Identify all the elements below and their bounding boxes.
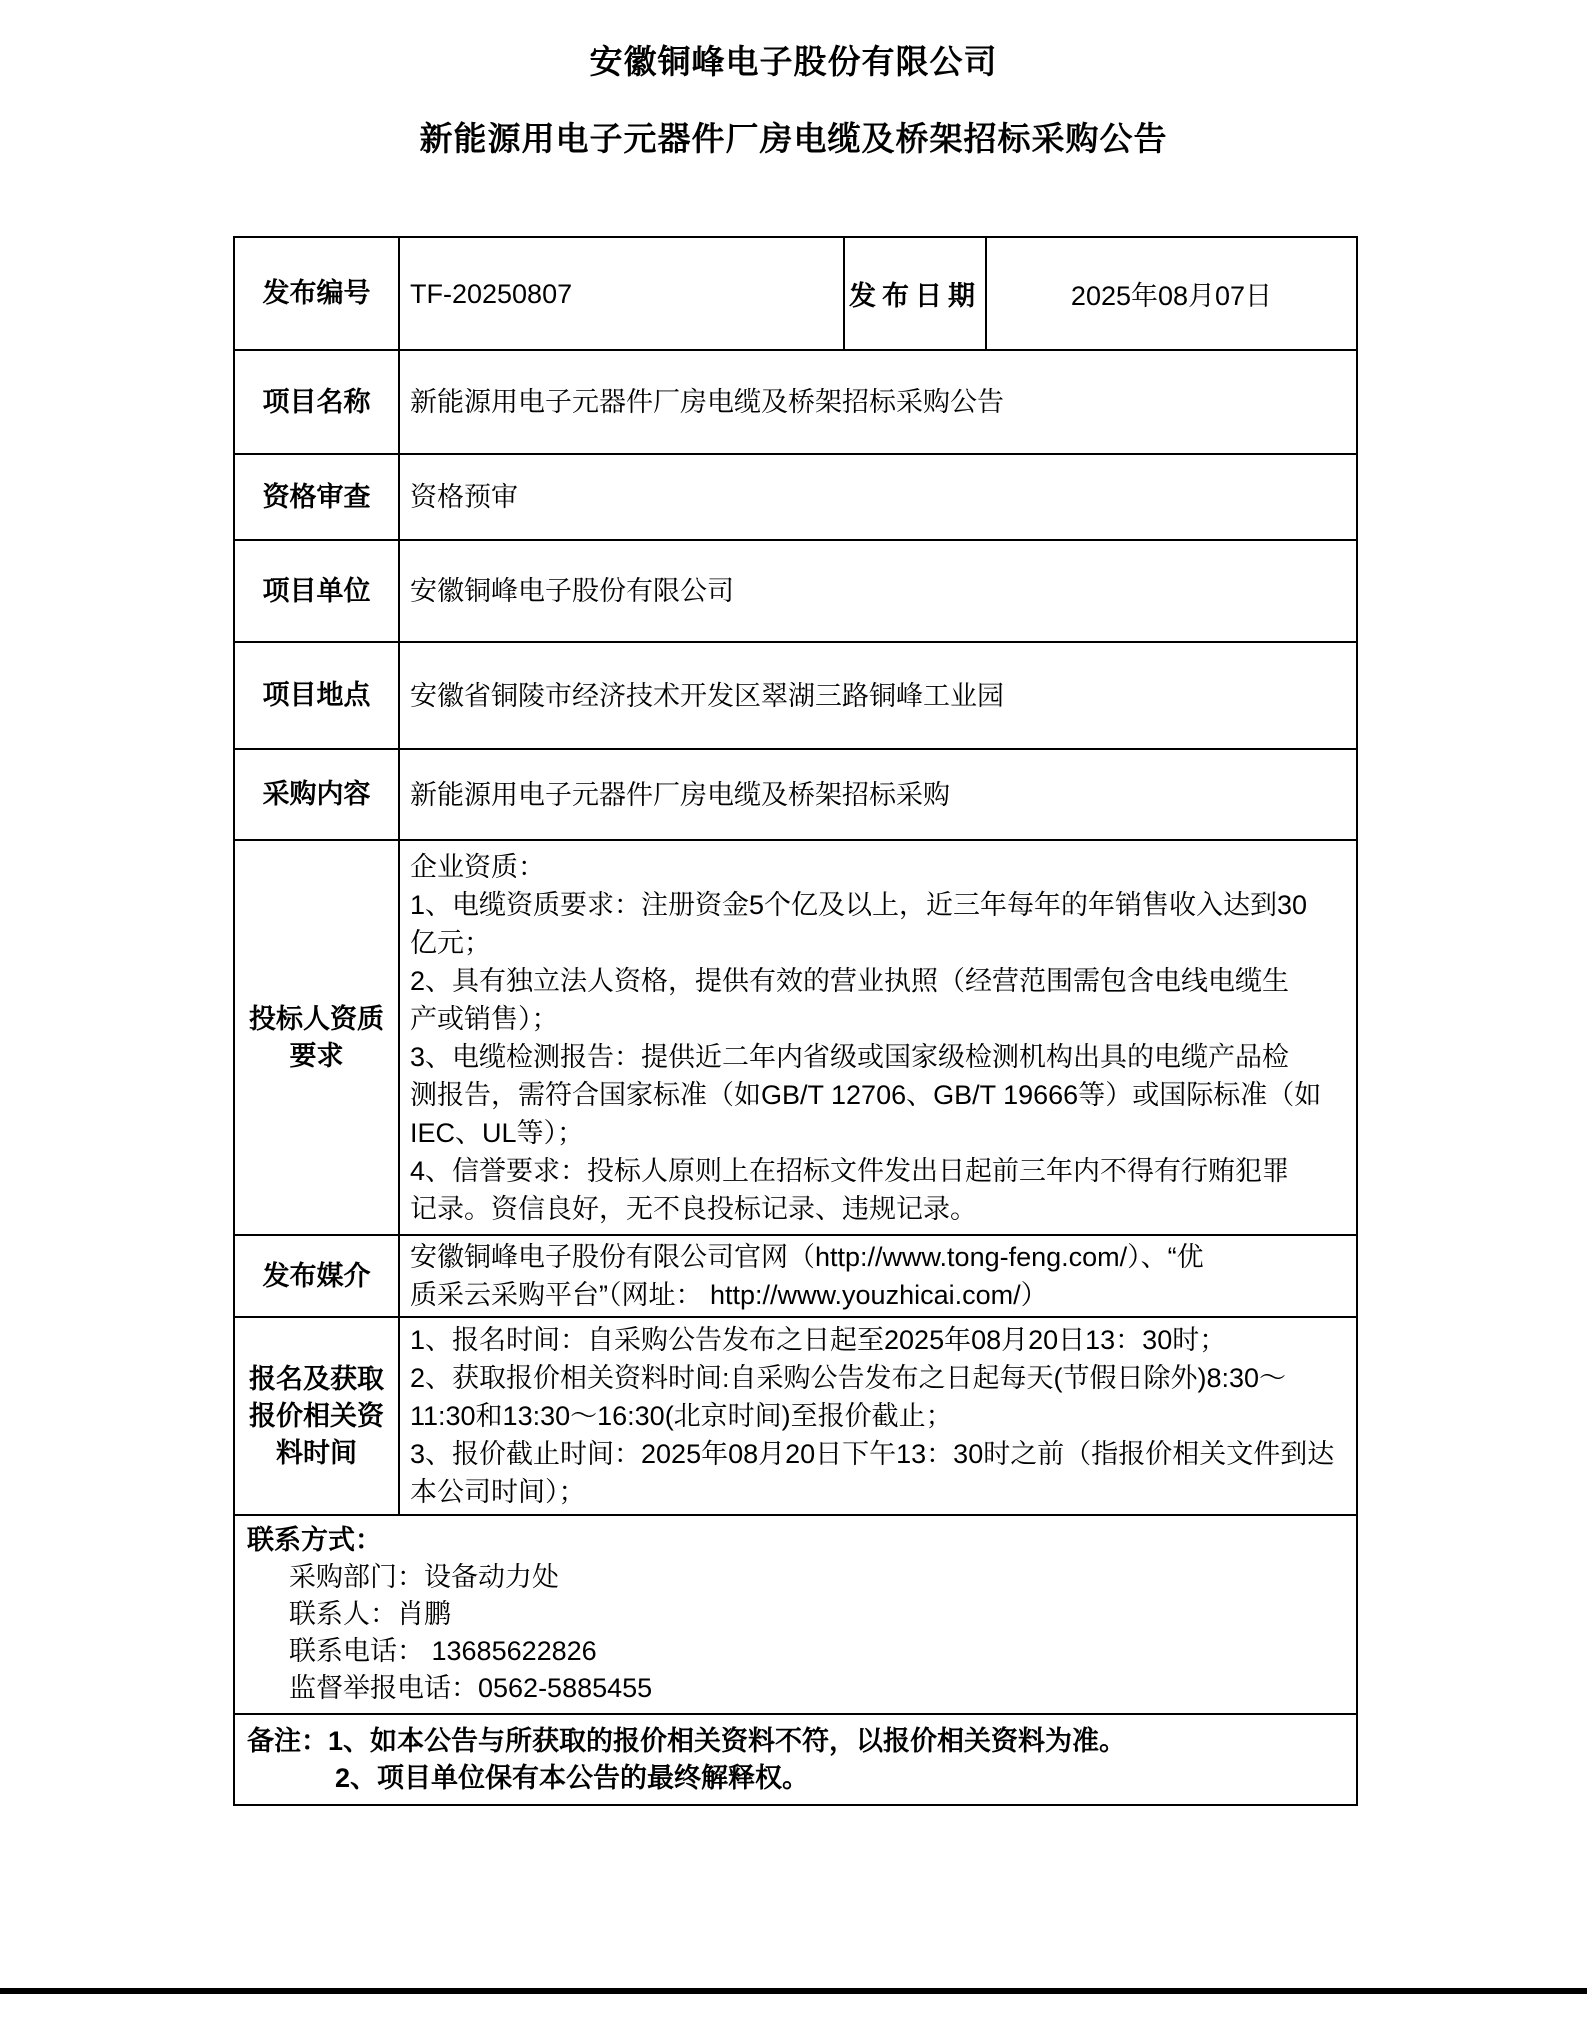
text-line: 亿元； [410,927,491,958]
text-line: 备注：1、如本公告与所获取的报价相关资料不符，以报价相关资料为准。 [247,1726,1127,1756]
project-unit-label: 项目单位 [235,541,400,641]
text-line: 质采云采购平台”（网址： http://www.youzhicai.com/） [410,1280,1048,1310]
contact-heading: 联系方式： [247,1525,382,1555]
project-name-label: 项目名称 [235,351,400,453]
row-remark [235,1715,1356,1804]
text-line: 产或销售）； [410,1003,559,1034]
text-line: 联系电话： 13685622826 [289,1636,597,1666]
contact-lines [247,1559,1344,1707]
project-site-label: 项目地点 [235,643,400,748]
purchase-content-label: 采购内容 [235,750,400,839]
text-line: 2、具有独立法人资格，提供有效的营业执照（经营范围需包含电线电缆生 [410,965,1290,996]
signup-time-label: 报名及获取报价相关资料时间 [235,1318,400,1514]
text-line: 3、电缆检测报告：提供近二年内省级或国家级检测机构出具的电缆产品检 [410,1041,1290,1072]
publish-date-value: 2025年08月07日 [1070,281,1273,311]
row-project-name [235,351,1356,455]
publish-date-label: 发布日期 [845,238,987,349]
signup-time-value [400,1318,1356,1514]
publish-number-label: 发布编号 [235,238,400,349]
text-line: 记录。资信良好，无不良投标记录、违规记录。 [410,1193,977,1224]
qualification-label: 资格审查 [235,455,400,539]
text-line: 安徽省铜陵市经济技术开发区翠湖三路铜峰工业园 [410,680,1004,711]
publish-media-label: 发布媒介 [235,1236,400,1316]
text-line: 新能源用电子元器件厂房电缆及桥架招标采购公告 [410,387,1004,417]
document-table [233,236,1358,1806]
row-project-site [235,643,1356,750]
row-publish-media [235,1236,1356,1318]
project-unit-value [400,541,1356,641]
text-line: 企业资质： [410,851,545,882]
text-line: 4、信誉要求：投标人原则上在招标文件发出日起前三年内不得有行贿犯罪 [410,1155,1290,1186]
bidder-requirements-value [400,841,1356,1234]
text-line: 2、项目单位保有本公告的最终解释权。 [335,1763,810,1793]
row-purchase-content [235,750,1356,841]
text-line: 2、获取报价相关资料时间:自采购公告发布之日起每天(节假日除外)8:30～ [410,1363,1287,1393]
page-subtitle: 新能源用电子元器件厂房电缆及桥架招标采购公告 [419,120,1168,157]
text-line: 采购部门：设备动力处 [289,1562,559,1592]
row-qualification [235,455,1356,541]
row-project-unit [235,541,1356,643]
text-line: 测报告，需符合国家标准（如GB/T 12706、GB/T 19666等）或国际标准（如 [410,1079,1322,1110]
text-line: 安徽铜峰电子股份有限公司官网（http://www.tong-feng.com/）、“优 [410,1242,1204,1272]
row-signup-time [235,1318,1356,1516]
publish-media-value [400,1236,1356,1316]
project-site-value [400,643,1356,748]
text-line: 11:30和13:30～16:30(北京时间)至报价截止； [410,1401,953,1431]
row-bidder-requirements [235,841,1356,1236]
text-line: 安徽铜峰电子股份有限公司 [410,576,734,606]
row-publish-number [235,238,1356,351]
page-footer-divider [0,1988,1587,1994]
page-title: 安徽铜峰电子股份有限公司 [589,43,998,80]
bidder-requirements-label: 投标人资质要求 [235,841,400,1234]
text-line: 监督举报电话：0562-5885455 [289,1673,653,1703]
publish-number-value: TF-20250807 [400,238,845,349]
text-line: 1、报名时间：自采购公告发布之日起至2025年08月20日13：30时； [410,1325,1227,1355]
row-contact [235,1516,1356,1715]
purchase-content-value [400,750,1356,839]
remark-cell [235,1715,1356,1804]
text-line: IEC、UL等）； [410,1117,585,1148]
text-line: 本公司时间）； [410,1477,586,1507]
text-line: 3、报价截止时间：2025年08月20日下午13：30时之前（指报价相关文件到达 [410,1439,1335,1469]
text-line: 1、电缆资质要求：注册资金5个亿及以上，近三年每年的年销售收入达到30 [410,889,1308,920]
text-line: 联系人：肖鹏 [289,1599,451,1629]
project-name-value [400,351,1356,453]
qualification-value [400,455,1356,539]
contact-cell [235,1516,1356,1713]
text-line: 新能源用电子元器件厂房电缆及桥架招标采购 [410,779,950,810]
text-line: 资格预审 [410,482,518,512]
